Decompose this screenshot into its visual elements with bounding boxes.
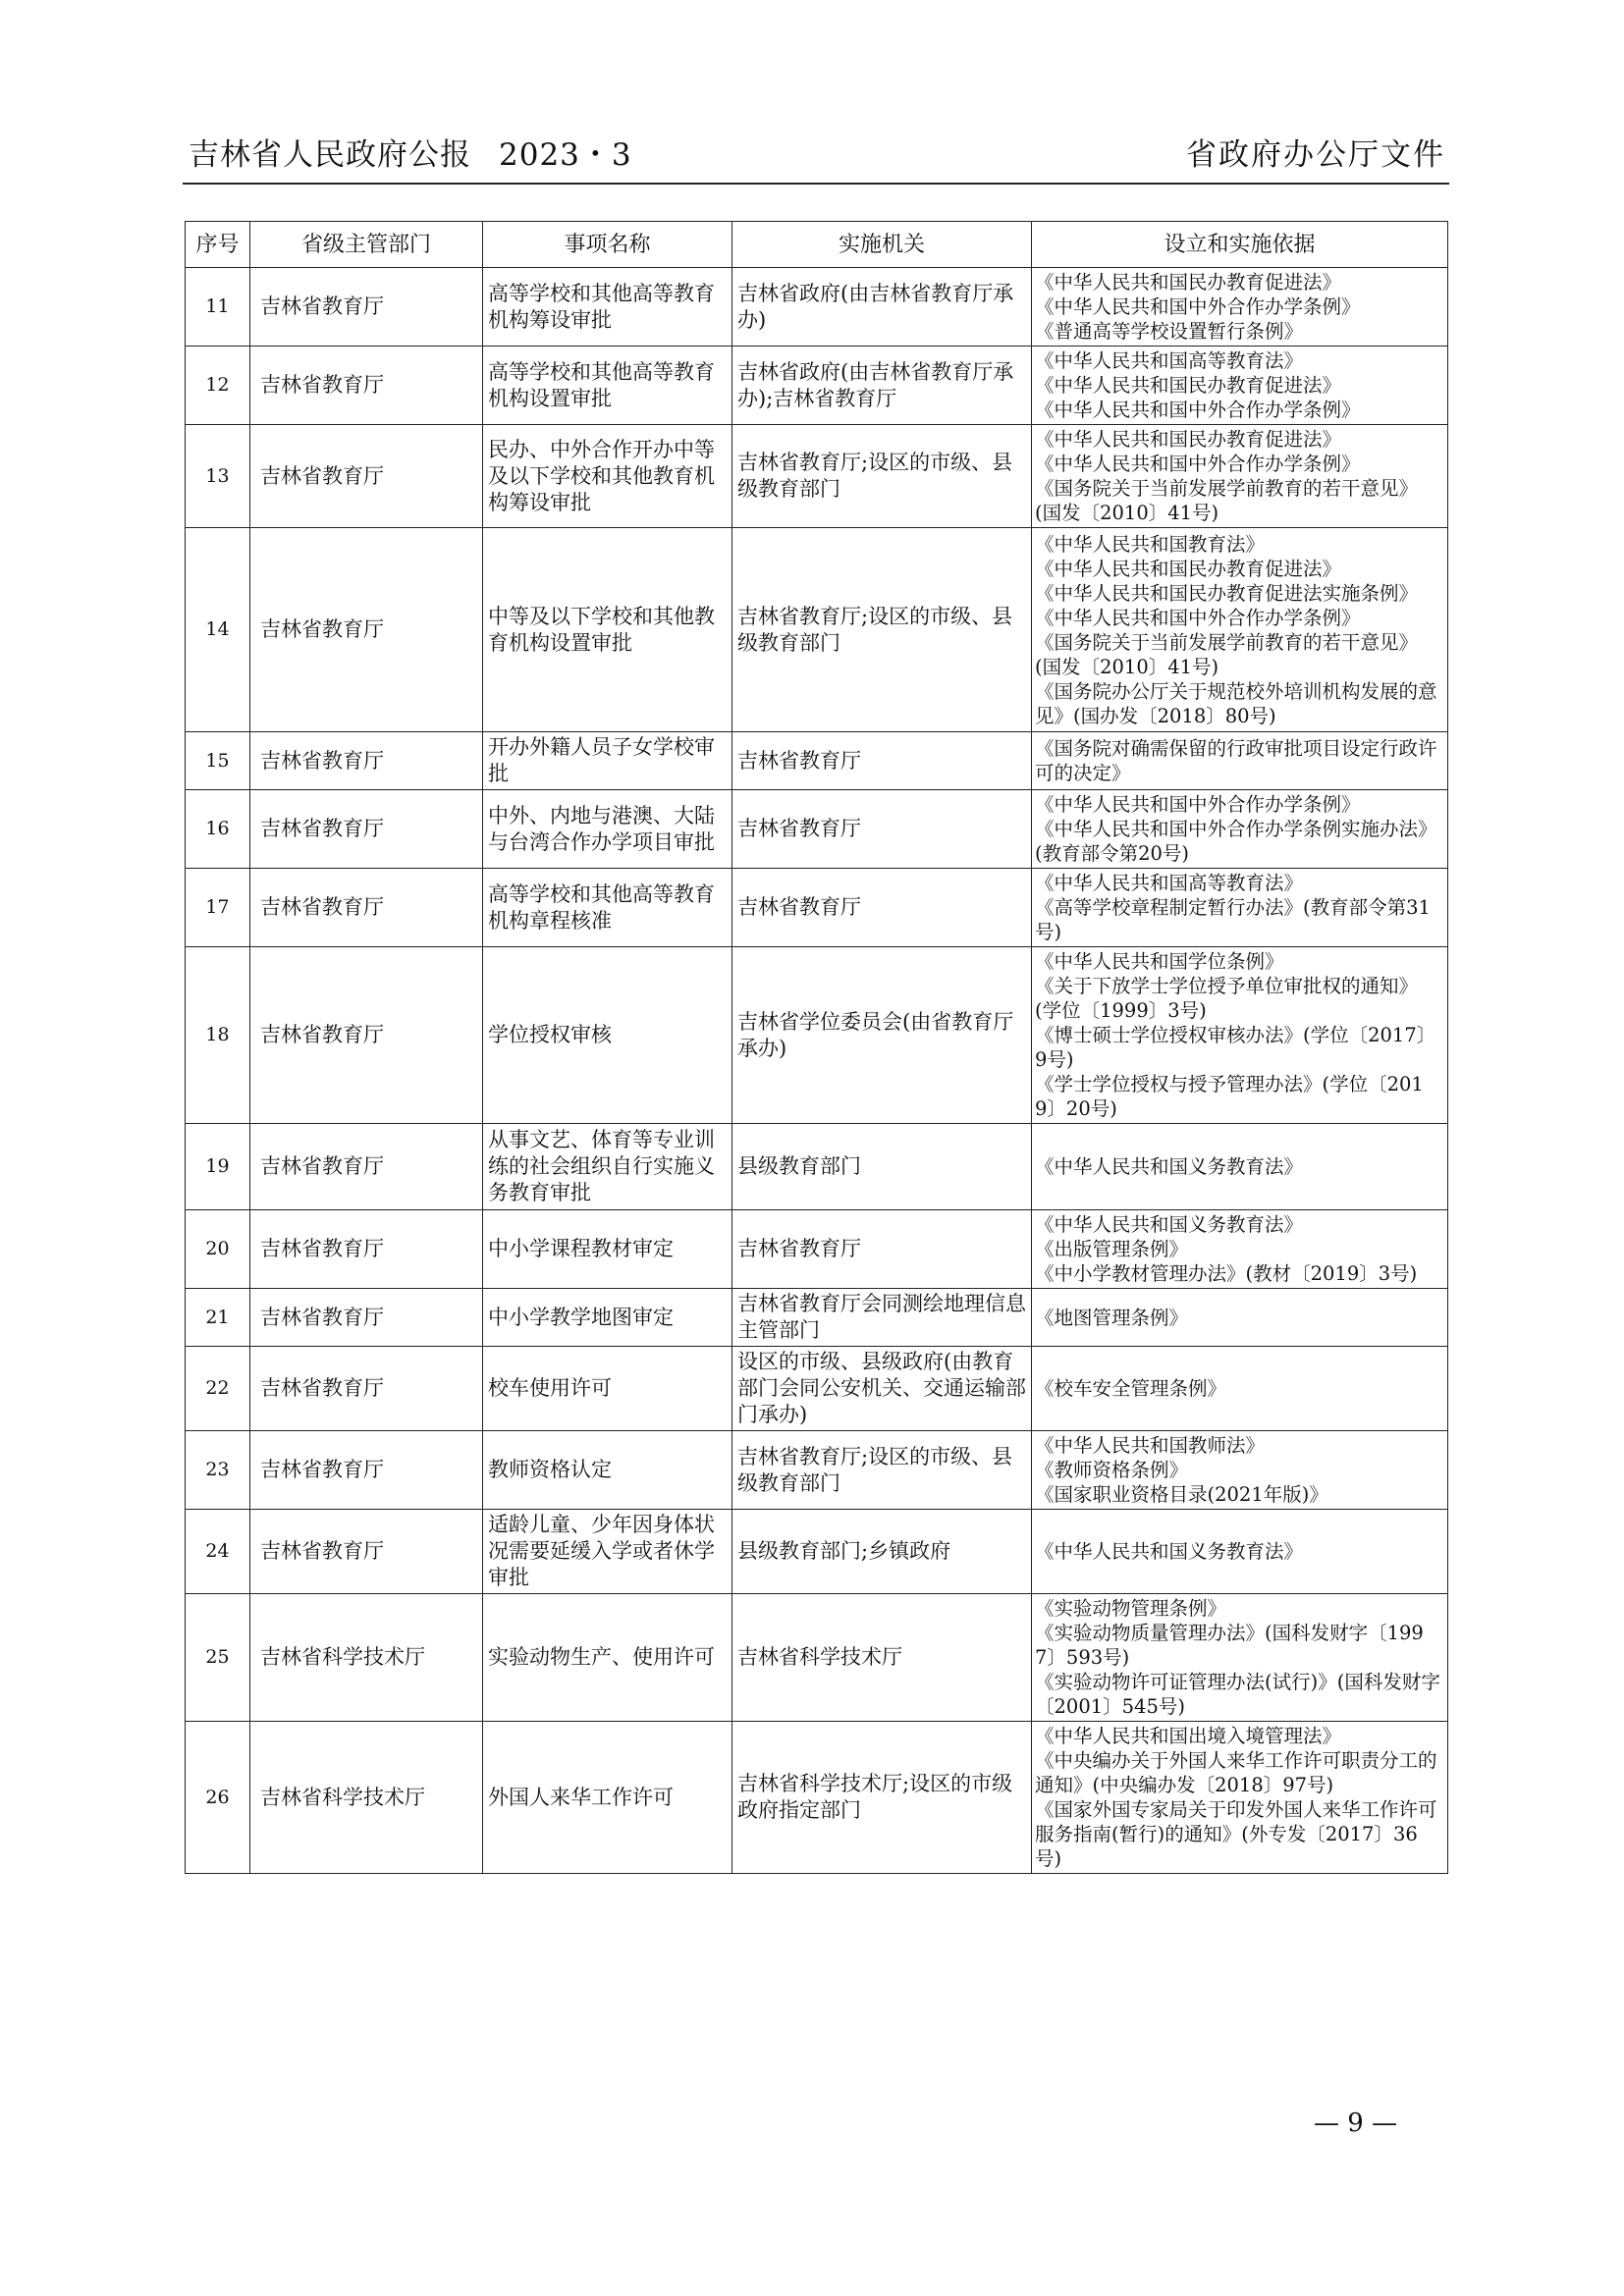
table-row: [186, 425, 1448, 528]
item-name-cell: 外国人来华工作许可: [483, 1722, 732, 1874]
approval-items-table: [185, 221, 1448, 1874]
table-row: [186, 732, 1448, 790]
basis-line: 《国家职业资格目录(2021年版)》: [1035, 1483, 1328, 1506]
basis-line: 《实验动物许可证管理办法(试行)》(国科发财字〔2001〕545号): [1035, 1671, 1440, 1718]
item-name-cell: 中外、内地与港澳、大陆与台湾合作办学项目审批: [483, 790, 732, 869]
page-header: [183, 126, 1449, 185]
row-number: 12: [186, 347, 250, 425]
row-number: 11: [186, 268, 250, 347]
basis-line: 《中华人民共和国义务教育法》: [1035, 1540, 1304, 1563]
item-name-cell: 高等学校和其他高等教育机构章程核准: [483, 869, 732, 947]
agency-cell: 吉林省教育厅: [732, 732, 1032, 790]
basis-line: 《中小学教材管理办法》(教材〔2019〕3号): [1035, 1262, 1418, 1285]
row-number: 15: [186, 732, 250, 790]
row-number: 18: [186, 947, 250, 1124]
basis-line: 《中华人民共和国义务教育法》: [1035, 1213, 1304, 1236]
basis-line: 《中华人民共和国义务教育法》: [1035, 1155, 1304, 1178]
table-row: [186, 1431, 1448, 1510]
row-number: 13: [186, 425, 250, 528]
basis-line: 《地图管理条例》: [1035, 1306, 1189, 1329]
basis-line: 《中华人民共和国民办教育促进法》: [1035, 271, 1342, 294]
row-number: 25: [186, 1594, 250, 1722]
section-title: 省政府办公厅文件: [1186, 137, 1445, 173]
agency-cell: 吉林省科学技术厅: [732, 1594, 1032, 1722]
basis-cell: [1032, 1722, 1448, 1874]
department-cell: 吉林省科学技术厅: [250, 1722, 483, 1874]
basis-line: 《校车安全管理条例》: [1035, 1377, 1227, 1400]
agency-cell: 吉林省政府(由吉林省教育厅承办);吉林省教育厅: [732, 347, 1032, 425]
department-cell: 吉林省教育厅: [250, 732, 483, 790]
column-header-basis: 设立和实施依据: [1032, 222, 1448, 268]
agency-cell: 县级教育部门;乡镇政府: [732, 1510, 1032, 1594]
agency-cell: 县级教育部门: [732, 1124, 1032, 1210]
basis-line: 《中华人民共和国教育法》: [1035, 532, 1266, 556]
basis-cell: [1032, 790, 1448, 869]
department-cell: 吉林省教育厅: [250, 1431, 483, 1510]
department-cell: 吉林省教育厅: [250, 869, 483, 947]
basis-line: 《国务院关于当前发展学前教育的若干意见》(国发〔2010〕41号): [1035, 477, 1419, 524]
item-name-cell: 实验动物生产、使用许可: [483, 1594, 732, 1722]
basis-line: 《中央编办关于外国人来华工作许可职责分工的通知》(中央编办发〔2018〕97号): [1035, 1749, 1437, 1796]
department-cell: 吉林省教育厅: [250, 790, 483, 869]
basis-cell: [1032, 1594, 1448, 1722]
basis-line: 《关于下放学士学位授予单位审批权的通知》(学位〔1999〕3号): [1035, 975, 1419, 1022]
basis-cell: [1032, 732, 1448, 790]
item-name-cell: 开办外籍人员子女学校审批: [483, 732, 732, 790]
basis-cell: [1032, 268, 1448, 347]
table-row: [186, 947, 1448, 1124]
basis-line: 《中华人民共和国中外合作办学条例》: [1035, 453, 1361, 475]
item-name-cell: 校车使用许可: [483, 1347, 732, 1431]
item-name-cell: 高等学校和其他高等教育机构筹设审批: [483, 268, 732, 347]
table-row: [186, 869, 1448, 947]
agency-cell: 吉林省政府(由吉林省教育厅承办): [732, 268, 1032, 347]
basis-line: 《高等学校章程制定暂行办法》(教育部令第31号): [1035, 896, 1431, 943]
basis-cell: [1032, 528, 1448, 732]
agency-cell: 吉林省教育厅;设区的市级、县级教育部门: [732, 528, 1032, 732]
table-row: [186, 268, 1448, 347]
basis-line: 《学士学位授权与授予管理办法》(学位〔2019〕20号): [1035, 1073, 1424, 1120]
basis-line: 《中华人民共和国出境入境管理法》: [1035, 1725, 1342, 1747]
item-name-cell: 教师资格认定: [483, 1431, 732, 1510]
basis-line: 《中华人民共和国民办教育促进法实施条例》: [1035, 581, 1419, 605]
basis-cell: [1032, 1210, 1448, 1289]
table-header-row: [186, 222, 1448, 268]
item-name-cell: 适龄儿童、少年因身体状况需要延缓入学或者休学审批: [483, 1510, 732, 1594]
row-number: 24: [186, 1510, 250, 1594]
row-number: 22: [186, 1347, 250, 1431]
item-name-cell: 高等学校和其他高等教育机构设置审批: [483, 347, 732, 425]
table-row: [186, 790, 1448, 869]
table-row: [186, 1594, 1448, 1722]
basis-cell: [1032, 1124, 1448, 1210]
basis-line: 《中华人民共和国高等教育法》: [1035, 872, 1304, 894]
item-name-cell: 从事文艺、体育等专业训练的社会组织自行实施义务教育审批: [483, 1124, 732, 1210]
department-cell: 吉林省教育厅: [250, 947, 483, 1124]
agency-cell: 吉林省教育厅: [732, 869, 1032, 947]
basis-line: 《中华人民共和国教师法》: [1035, 1434, 1266, 1457]
row-number: 21: [186, 1289, 250, 1347]
basis-line: 《中华人民共和国民办教育促进法》: [1035, 374, 1342, 397]
basis-cell: [1032, 1347, 1448, 1431]
item-name-cell: 民办、中外合作开办中等及以下学校和其他教育机构筹设审批: [483, 425, 732, 528]
basis-line: 《出版管理条例》: [1035, 1238, 1189, 1260]
column-header-item: 事项名称: [483, 222, 732, 268]
item-name-cell: 中小学课程教材审定: [483, 1210, 732, 1289]
basis-line: 《普通高等学校设置暂行条例》: [1035, 320, 1304, 343]
basis-cell: [1032, 425, 1448, 528]
agency-cell: 吉林省学位委员会(由省教育厅承办): [732, 947, 1032, 1124]
row-number: 19: [186, 1124, 250, 1210]
department-cell: 吉林省教育厅: [250, 1210, 483, 1289]
basis-line: 《国家外国专家局关于印发外国人来华工作许可服务指南(暂行)的通知》(外专发〔2017〕36号): [1035, 1798, 1437, 1870]
agency-cell: 设区的市级、县级政府(由教育部门会同公安机关、交通运输部门承办): [732, 1347, 1032, 1431]
table-row: [186, 347, 1448, 425]
issue-number: 2023・3: [499, 137, 632, 173]
basis-line: 《国务院对确需保留的行政审批项目设定行政许可的决定》: [1035, 737, 1437, 784]
basis-line: 《中华人民共和国中外合作办学条例实施办法》(教育部令第20号): [1035, 818, 1437, 865]
basis-line: 《教师资格条例》: [1035, 1459, 1189, 1481]
basis-line: 《中华人民共和国民办教育促进法》: [1035, 428, 1342, 451]
department-cell: 吉林省教育厅: [250, 425, 483, 528]
basis-line: 《中华人民共和国中外合作办学条例》: [1035, 295, 1361, 318]
basis-line: 《国务院办公厅关于规范校外培训机构发展的意见》(国办发〔2018〕80号): [1035, 679, 1437, 727]
table-body: [186, 268, 1448, 1874]
row-number: 20: [186, 1210, 250, 1289]
basis-line: 《实验动物管理条例》: [1035, 1597, 1227, 1620]
basis-cell: [1032, 1431, 1448, 1510]
basis-cell: [1032, 869, 1448, 947]
item-name-cell: 中小学教学地图审定: [483, 1289, 732, 1347]
basis-cell: [1032, 1510, 1448, 1594]
basis-line: 《中华人民共和国学位条例》: [1035, 950, 1284, 973]
agency-cell: 吉林省教育厅: [732, 790, 1032, 869]
column-header-agency: 实施机关: [732, 222, 1032, 268]
table-row: [186, 1289, 1448, 1347]
row-number: 26: [186, 1722, 250, 1874]
basis-cell: [1032, 347, 1448, 425]
basis-cell: [1032, 1289, 1448, 1347]
basis-line: 《国务院关于当前发展学前教育的若干意见》(国发〔2010〕41号): [1035, 630, 1419, 678]
table-row: [186, 528, 1448, 732]
agency-cell: 吉林省科学技术厅;设区的市级政府指定部门: [732, 1722, 1032, 1874]
basis-line: 《中华人民共和国民办教育促进法》: [1035, 557, 1342, 580]
table-row: [186, 1124, 1448, 1210]
department-cell: 吉林省教育厅: [250, 1510, 483, 1594]
item-name-cell: 学位授权审核: [483, 947, 732, 1124]
department-cell: 吉林省教育厅: [250, 528, 483, 732]
table-row: [186, 1210, 1448, 1289]
column-header-dept: 省级主管部门: [250, 222, 483, 268]
department-cell: 吉林省教育厅: [250, 1124, 483, 1210]
agency-cell: 吉林省教育厅;设区的市级、县级教育部门: [732, 425, 1032, 528]
basis-line: 《中华人民共和国中外合作办学条例》: [1035, 606, 1361, 629]
table-row: [186, 1722, 1448, 1874]
row-number: 14: [186, 528, 250, 732]
row-number: 23: [186, 1431, 250, 1510]
basis-line: 《实验动物质量管理办法》(国科发财字〔1997〕593号): [1035, 1622, 1424, 1669]
header-left: [189, 130, 632, 174]
agency-cell: 吉林省教育厅: [732, 1210, 1032, 1289]
column-header-no: 序号: [186, 222, 250, 268]
item-name-cell: 中等及以下学校和其他教育机构设置审批: [483, 528, 732, 732]
department-cell: 吉林省教育厅: [250, 1347, 483, 1431]
basis-line: 《博士硕士学位授权审核办法》(学位〔2017〕9号): [1035, 1024, 1436, 1071]
department-cell: 吉林省教育厅: [250, 268, 483, 347]
row-number: 17: [186, 869, 250, 947]
department-cell: 吉林省教育厅: [250, 1289, 483, 1347]
agency-cell: 吉林省教育厅;设区的市级、县级教育部门: [732, 1431, 1032, 1510]
table-row: [186, 1510, 1448, 1594]
basis-line: 《中华人民共和国中外合作办学条例》: [1035, 793, 1361, 816]
page-number: — 9 —: [1314, 2109, 1398, 2138]
row-number: 16: [186, 790, 250, 869]
journal-title: 吉林省人民政府公报: [189, 137, 471, 173]
department-cell: 吉林省教育厅: [250, 347, 483, 425]
department-cell: 吉林省科学技术厅: [250, 1594, 483, 1722]
basis-line: 《中华人民共和国中外合作办学条例》: [1035, 399, 1361, 421]
agency-cell: 吉林省教育厅会同测绘地理信息主管部门: [732, 1289, 1032, 1347]
table-row: [186, 1347, 1448, 1431]
basis-line: 《中华人民共和国高等教育法》: [1035, 349, 1304, 372]
basis-cell: [1032, 947, 1448, 1124]
